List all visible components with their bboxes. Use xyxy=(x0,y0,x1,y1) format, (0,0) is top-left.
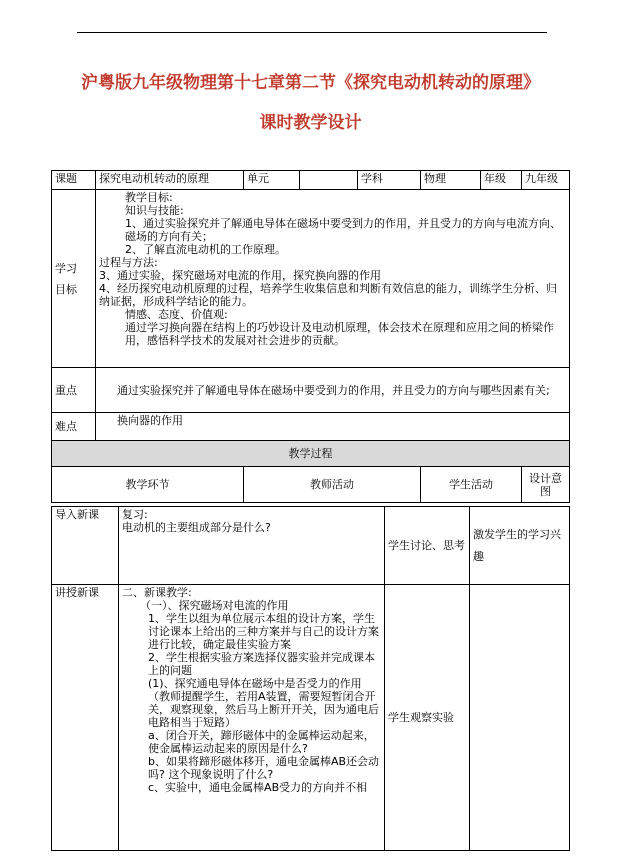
lecture-line: (1)、探究通电导体在磁场中是否受力的作用（教师提醒学生，若用A装置，需要短暂闭合开关，观察现象，然后马上断开开关，因为通电后电路相当于短路） xyxy=(148,677,379,729)
objective-line: 知识与技能: xyxy=(125,204,184,217)
header-rule xyxy=(77,32,547,33)
objectives-label xyxy=(52,190,96,368)
unit-value xyxy=(300,171,358,190)
objectives-label-line1: 学习 xyxy=(55,261,77,275)
grade-value: 九年级 xyxy=(522,171,570,190)
intro-teacher xyxy=(119,507,385,585)
objective-line: 1、通过实验探究并了解通电导体在磁场中要受到力的作用，并且受力的方向与电流方向、磁场的方向有关； xyxy=(125,217,561,243)
process-columns-row xyxy=(52,467,570,503)
col-intent: 设计意图 xyxy=(522,467,570,503)
objective-line: 教学目标: xyxy=(125,191,173,204)
objective-line: 通过学习换向器在结构上的巧妙设计及电动机原理，体会技术在原理和应用之间的桥梁作用，感悟科学技术的发展对社会进步的贡献。 xyxy=(125,321,554,347)
lecture-line: 1、学生以组为单位展示本组的设计方案，学生讨论课本上给出的三种方案并与自己的设计方案进行比较，确定最佳实验方案 xyxy=(148,612,379,651)
lecture-stage: 讲授新课 xyxy=(52,585,119,851)
objectives-row xyxy=(52,190,570,368)
objectives-label-line2: 目标 xyxy=(55,282,77,296)
key-point-row xyxy=(52,368,570,413)
difficulty-content: 换向器的作用 xyxy=(117,414,183,427)
key-point-text xyxy=(96,368,570,413)
topic-label: 课题 xyxy=(52,171,96,190)
objective-line: 2、了解直流电动机的工作原理。 xyxy=(125,243,286,256)
lecture-line: 二、新课教学: xyxy=(122,586,192,599)
intro-row xyxy=(52,507,570,585)
header-row xyxy=(52,171,570,190)
intro-teacher-line: 电动机的主要组成部分是什么? xyxy=(122,521,271,534)
topic-value: 探究电动机转动的原理 xyxy=(96,171,244,190)
lecture-line: c、实验中，通电金属棒AB受力的方向并不相 xyxy=(148,781,368,794)
document-subtitle: 课时教学设计 xyxy=(259,113,362,133)
difficulty-text xyxy=(96,413,570,441)
difficulty-row xyxy=(52,413,570,441)
lesson-plan-table xyxy=(51,170,570,503)
key-point-content: 通过实验探究并了解通电导体在磁场中要受到力的作用，并且受力的方向与哪些因素有关; xyxy=(117,383,550,397)
grade-label: 年级 xyxy=(481,171,522,190)
key-point-label: 重点 xyxy=(52,368,96,413)
lecture-line: 2、学生根据实验方案选择仪器实验并完成课本上的问题 xyxy=(148,651,375,677)
intro-stage: 导入新课 xyxy=(52,507,119,585)
col-stage: 教学环节 xyxy=(52,467,244,503)
objectives-content xyxy=(96,190,570,368)
lecture-row xyxy=(52,585,570,851)
objective-line: 4、经历探究电动机原理的过程，培养学生收集信息和判断有效信息的能力，训练学生分析、归纳证据，形成科学结论的能力。 xyxy=(99,282,557,308)
col-teacher: 教师活动 xyxy=(244,467,421,503)
intro-teacher-line: 复习: xyxy=(122,508,148,521)
intro-intent: 激发学生的学习兴趣 xyxy=(470,507,570,585)
col-student: 学生活动 xyxy=(421,467,522,503)
process-table xyxy=(51,506,570,851)
objective-line: 3、通过实验，探究磁场对电流的作用，探究换向器的作用 xyxy=(99,269,381,282)
process-heading: 教学过程 xyxy=(52,441,570,467)
lecture-line: b、如果将蹄形磁体移开，通电金属棒AB还会动吗? 这个现象说明了什么? xyxy=(148,755,380,781)
lecture-line: （一）、探究磁场对电流的作用 xyxy=(140,599,289,612)
objective-line: 情感、态度、价值观: xyxy=(125,308,228,321)
document-title: 沪粤版九年级物理第十七章第二节《探究电动机转动的原理》 xyxy=(81,73,540,93)
lecture-student: 学生观察实验 xyxy=(385,585,470,851)
objective-line: 过程与方法: xyxy=(99,256,158,269)
unit-label: 单元 xyxy=(244,171,300,190)
difficulty-label: 难点 xyxy=(52,413,96,441)
subject-value: 物理 xyxy=(421,171,481,190)
process-heading-row xyxy=(52,441,570,467)
lecture-teacher xyxy=(119,585,385,851)
lecture-intent xyxy=(470,585,570,851)
intro-student: 学生讨论、思考 xyxy=(385,507,470,585)
lecture-line: a、闭合开关，蹄形磁体中的金属棒运动起来，使金属棒运动起来的原因是什么? xyxy=(148,729,375,755)
subject-label: 学科 xyxy=(358,171,421,190)
